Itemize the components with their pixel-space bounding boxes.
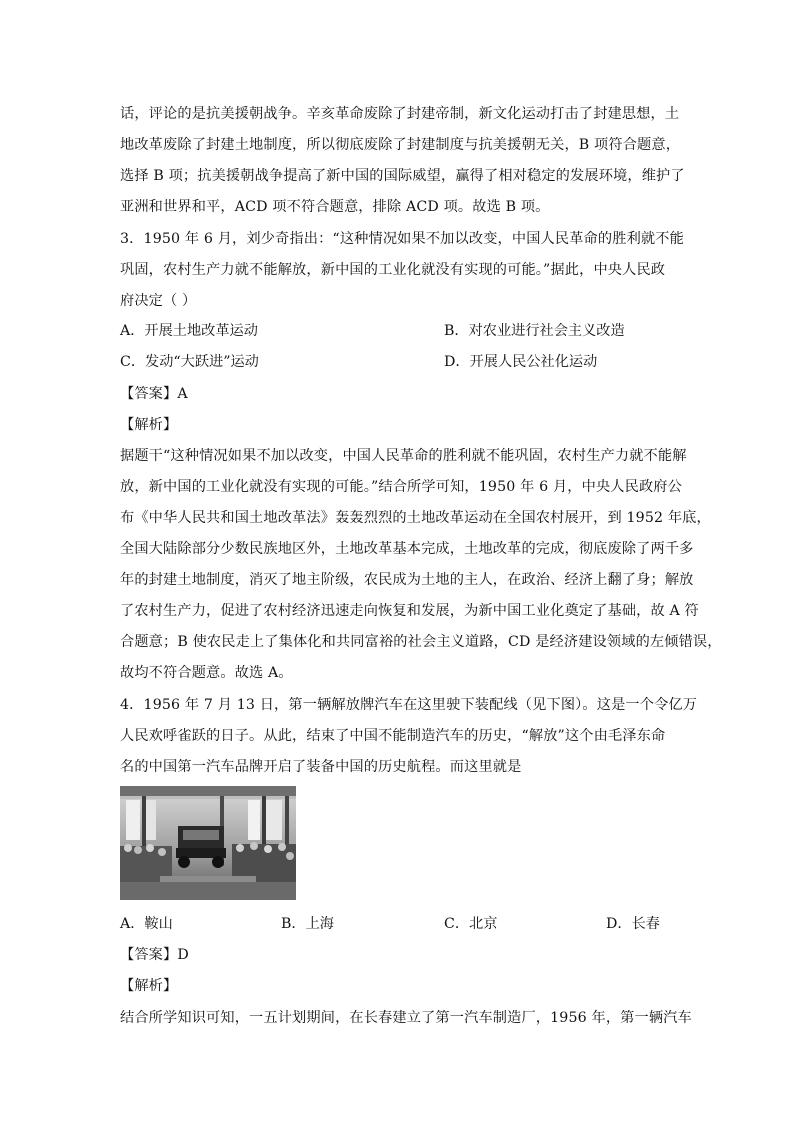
- q3-analysis-line: 据题干“这种情况如果不加以改变，中国人民革命的胜利就不能巩固，农村生产力就不能解: [120, 448, 687, 464]
- q3-option-c: C．发动“大跃进”运动: [120, 354, 259, 370]
- q4-option-d: D．长春: [606, 916, 660, 932]
- q3-analysis-line: 布《中华人民共和国土地改革法》轰轰烈烈的土地改革运动在全国农村展开，到 1952 年底，: [120, 510, 711, 526]
- q4-analysis-title: 【解析】: [120, 978, 178, 994]
- q4-option-a: A．鞍山: [120, 916, 173, 932]
- q4-option-b: B．上海: [281, 916, 334, 932]
- q3-analysis-title: 【解析】: [120, 417, 178, 433]
- text-line: 亚洲和世界和平，ACD 项不符合题意，排除 ACD 项。故选 B 项。: [120, 199, 550, 215]
- factory-photo-illustration: [120, 786, 296, 900]
- q3-analysis-line: 合题意；B 使农民走上了集体化和共同富裕的社会主义道路，CD 是经济建设领域的左倾错误，: [120, 634, 722, 650]
- q4-analysis-line: 结合所学知识可知，一五计划期间，在长春建立了第一汽车制造厂，1956 年，第一辆汽车: [120, 1010, 692, 1026]
- question-3-text: 巩固，农村生产力就不能解放，新中国的工业化就没有实现的可能。”据此，中央人民政: [120, 262, 666, 278]
- q3-answer: 【答案】A: [120, 386, 188, 402]
- text-line: 选择 B 项；抗美援朝战争提高了新中国的国际威望，赢得了相对稳定的发展环境，维护了: [120, 168, 685, 184]
- q3-analysis-line: 故均不符合题意。故选 A。: [120, 665, 293, 681]
- question-4-text: 名的中国第一汽车品牌开启了装备中国的历史航程。而这里就是: [120, 759, 522, 775]
- q4-answer: 【答案】D: [120, 947, 189, 963]
- text-line: 话，评论的是抗美援朝战争。辛亥革命废除了封建帝制，新文化运动打击了封建思想，土: [120, 106, 680, 122]
- q3-analysis-line: 了农村生产力，促进了农村经济迅速走向恢复和发展，为新中国工业化奠定了基础，故 A 符: [120, 603, 699, 619]
- text-line: 地改革废除了封建土地制度，所以彻底废除了封建制度与抗美援朝无关，B 项符合题意，: [120, 137, 681, 153]
- question-3-text: 府决定（ ）: [120, 293, 197, 309]
- q3-option-b: B．对农业进行社会主义改造: [444, 323, 625, 339]
- q3-option-a: A．开展土地改革运动: [120, 323, 258, 339]
- question-3-text: 3．1950 年 6 月，刘少奇指出：“这种情况如果不加以改变，中国人民革命的胜利就不能: [120, 231, 684, 247]
- q3-option-d: D．开展人民公社化运动: [444, 354, 598, 370]
- question-4-text: 人民欢呼雀跃的日子。从此，结束了中国不能制造汽车的历史，“解放”这个由毛泽东命: [120, 728, 666, 744]
- q3-analysis-line: 年的封建土地制度，消灭了地主阶级，农民成为土地的主人，在政治、经济上翻了身；解放: [120, 572, 694, 588]
- question-4-text: 4．1956 年 7 月 13 日，第一辆解放牌汽车在这里驶下装配线（见下图）。这是一个令亿万: [120, 697, 698, 713]
- factory-photo: [120, 786, 296, 900]
- q3-analysis-line: 放，新中国的工业化就没有实现的可能。”结合所学可知，1950 年 6 月，中央人民政府公: [120, 479, 682, 495]
- q3-analysis-line: 全国大陆除部分少数民族地区外，土地改革基本完成，土地改革的完成，彻底废除了两千多: [120, 541, 694, 557]
- q4-option-c: C．北京: [444, 916, 498, 932]
